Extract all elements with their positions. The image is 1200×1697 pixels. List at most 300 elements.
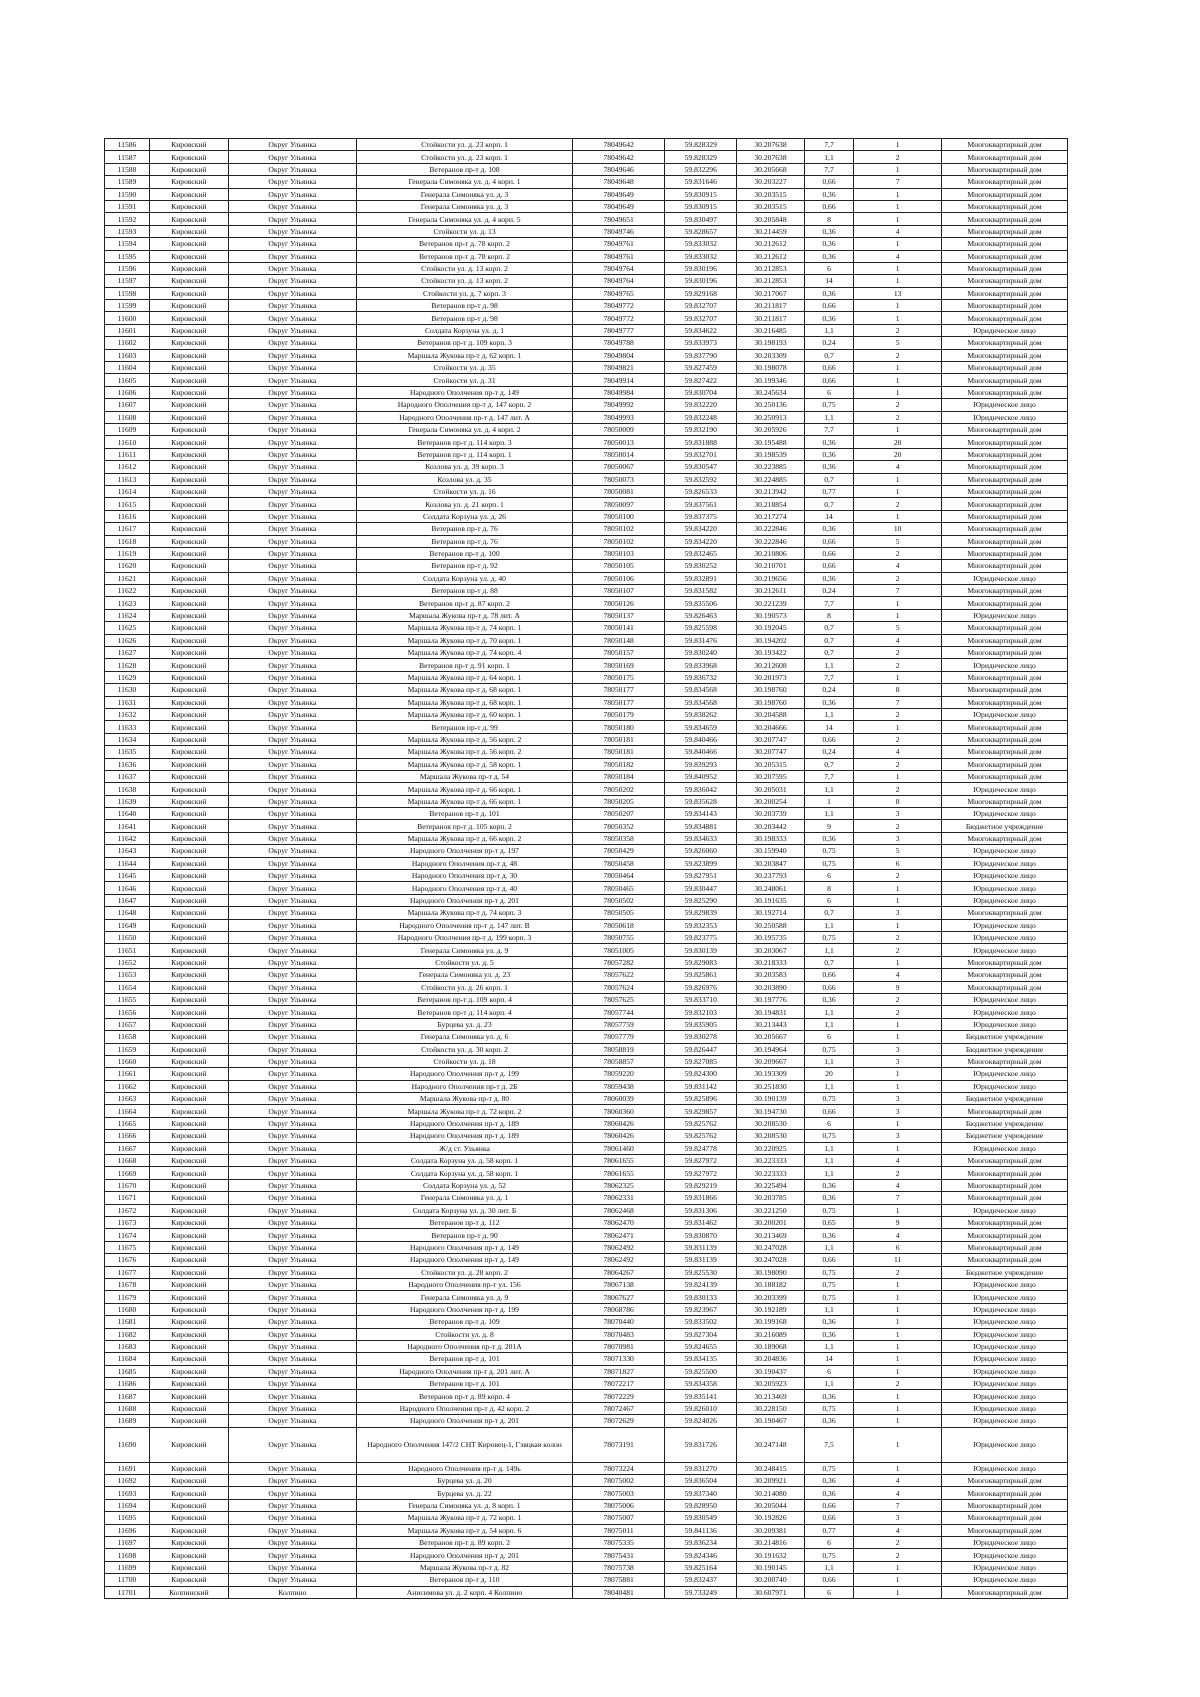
cell-object-id: 78075431 — [573, 1549, 665, 1561]
cell-count: 2 — [854, 572, 942, 584]
cell-consumer-type: Юридическое лицо — [942, 1353, 1068, 1365]
cell-count: 1 — [854, 238, 942, 250]
cell-consumer-type: Юридическое лицо — [942, 1080, 1068, 1092]
cell-object-id: 78049777 — [573, 324, 665, 336]
cell-municipal-okrug: Округ Ульянка — [228, 746, 356, 758]
cell-count: 2 — [854, 708, 942, 720]
cell-latitude: 59.827459 — [665, 362, 737, 374]
cell-count: 2 — [854, 1549, 942, 1561]
cell-longitude: 30.192826 — [737, 1512, 805, 1524]
cell-district: Кировский — [150, 423, 229, 435]
cell-count: 7 — [854, 1192, 942, 1204]
cell-consumer-type: Бюджетное учреждение — [942, 1117, 1068, 1129]
cell-row-number: 11695 — [105, 1512, 150, 1524]
cell-address: Маршала Жукова пр-т д. 66 корп. 1 — [357, 783, 573, 795]
cell-municipal-okrug: Округ Ульянка — [228, 659, 356, 671]
cell-latitude: 59.832103 — [665, 1006, 737, 1018]
cell-consumer-type: Многоквартирный дом — [942, 188, 1068, 200]
table-row — [105, 523, 1068, 535]
cell-row-number: 11629 — [105, 671, 150, 683]
cell-consumer-type: Бюджетное учреждение — [942, 1043, 1068, 1055]
cell-consumer-type: Юридическое лицо — [942, 857, 1068, 869]
cell-latitude: 59.827972 — [665, 1155, 737, 1167]
cell-municipal-okrug: Округ Ульянка — [228, 1055, 356, 1067]
cell-count: 4 — [854, 746, 942, 758]
table-row — [105, 721, 1068, 733]
cell-address: Ж/д ст. Ульянка — [357, 1142, 573, 1154]
cell-capacity: 14 — [804, 721, 854, 733]
cell-capacity: 0,36 — [804, 312, 854, 324]
cell-district: Кировский — [150, 1328, 229, 1340]
cell-consumer-type: Юридическое лицо — [942, 882, 1068, 894]
cell-count: 1 — [854, 510, 942, 522]
cell-consumer-type: Многоквартирный дом — [942, 634, 1068, 646]
cell-row-number: 11654 — [105, 981, 150, 993]
cell-consumer-type: Многоквартирный дом — [942, 832, 1068, 844]
cell-municipal-okrug: Округ Ульянка — [228, 1254, 356, 1266]
cell-row-number: 11696 — [105, 1524, 150, 1536]
cell-latitude: 59.831306 — [665, 1204, 737, 1216]
table-row — [105, 151, 1068, 163]
cell-object-id: 78075335 — [573, 1536, 665, 1548]
cell-latitude: 59.825896 — [665, 1093, 737, 1105]
table-row — [105, 870, 1068, 882]
cell-object-id: 78049764 — [573, 262, 665, 274]
cell-district: Кировский — [150, 1291, 229, 1303]
cell-district: Кировский — [150, 597, 229, 609]
cell-count: 1 — [854, 1328, 942, 1340]
cell-district: Кировский — [150, 1365, 229, 1377]
cell-district: Кировский — [150, 1303, 229, 1315]
table-row — [105, 634, 1068, 646]
cell-capacity: 0,36 — [804, 287, 854, 299]
cell-consumer-type: Многоквартирный дом — [942, 1216, 1068, 1228]
cell-object-id: 78075007 — [573, 1512, 665, 1524]
table-row — [105, 200, 1068, 212]
cell-row-number: 11666 — [105, 1130, 150, 1142]
cell-longitude: 30.207595 — [737, 770, 805, 782]
cell-district: Кировский — [150, 795, 229, 807]
cell-latitude: 59.833032 — [665, 250, 737, 262]
cell-consumer-type: Многоквартирный дом — [942, 597, 1068, 609]
cell-object-id: 78049772 — [573, 312, 665, 324]
cell-district: Кировский — [150, 362, 229, 374]
cell-latitude: 59.839293 — [665, 758, 737, 770]
cell-latitude: 59.827951 — [665, 870, 737, 882]
table-row — [105, 238, 1068, 250]
cell-longitude: 30.247028 — [737, 1241, 805, 1253]
cell-object-id: 78050505 — [573, 907, 665, 919]
cell-latitude: 59.834881 — [665, 820, 737, 832]
cell-address: Ветеранов пр-т д. 114 корп. 1 — [357, 448, 573, 460]
table-row — [105, 1216, 1068, 1228]
cell-object-id: 78057759 — [573, 1018, 665, 1030]
cell-longitude: 30.195488 — [737, 436, 805, 448]
cell-count: 3 — [854, 1130, 942, 1142]
cell-object-id: 78062331 — [573, 1192, 665, 1204]
table-row — [105, 547, 1068, 559]
table-row — [105, 176, 1068, 188]
cell-longitude: 30.223885 — [737, 461, 805, 473]
table-row — [105, 993, 1068, 1005]
cell-count: 1 — [854, 1204, 942, 1216]
cell-object-id: 78050177 — [573, 696, 665, 708]
cell-district: Кировский — [150, 1229, 229, 1241]
cell-object-id: 78070483 — [573, 1328, 665, 1340]
cell-row-number: 11635 — [105, 746, 150, 758]
cell-row-number: 11592 — [105, 213, 150, 225]
cell-count: 1 — [854, 423, 942, 435]
table-row — [105, 510, 1068, 522]
cell-address: Маршала Жукова пр-т д. 56 корп. 2 — [357, 733, 573, 745]
cell-latitude: 59.833710 — [665, 993, 737, 1005]
cell-count: 1 — [854, 275, 942, 287]
cell-row-number: 11691 — [105, 1462, 150, 1474]
cell-longitude: 30.190145 — [737, 1561, 805, 1573]
cell-latitude: 59.831726 — [665, 1427, 737, 1462]
cell-address: Народного Ополчения пр-т д. 201 — [357, 894, 573, 906]
table-row — [105, 857, 1068, 869]
cell-district: Кировский — [150, 1340, 229, 1352]
cell-municipal-okrug: Округ Ульянка — [228, 1402, 356, 1414]
cell-object-id: 78049648 — [573, 176, 665, 188]
cell-row-number: 11621 — [105, 572, 150, 584]
cell-count: 8 — [854, 795, 942, 807]
cell-count: 2 — [854, 349, 942, 361]
cell-consumer-type: Многоквартирный дом — [942, 1499, 1068, 1511]
cell-longitude: 30.208530 — [737, 1117, 805, 1129]
cell-capacity: 7,7 — [804, 163, 854, 175]
cell-latitude: 59.836042 — [665, 783, 737, 795]
cell-capacity: 0,75 — [804, 1402, 854, 1414]
cell-count: 1 — [854, 1316, 942, 1328]
data-table — [104, 138, 1068, 1599]
cell-address: Ветеранов пр-т д. 114 корп. 3 — [357, 436, 573, 448]
cell-object-id: 78075881 — [573, 1574, 665, 1586]
cell-object-id: 78050013 — [573, 436, 665, 448]
cell-count: 1 — [854, 597, 942, 609]
cell-district: Кировский — [150, 176, 229, 188]
cell-capacity: 6 — [804, 1586, 854, 1598]
cell-capacity: 9 — [804, 820, 854, 832]
cell-address: Маршала Жукова пр-т д. 82 — [357, 1561, 573, 1573]
cell-address: Народного Ополчения пр-т д. 149ь — [357, 1462, 573, 1474]
cell-count: 1 — [854, 1390, 942, 1402]
cell-count: 1 — [854, 312, 942, 324]
cell-latitude: 59.835628 — [665, 795, 737, 807]
cell-consumer-type: Юридическое лицо — [942, 1006, 1068, 1018]
cell-longitude: 30.209381 — [737, 1524, 805, 1536]
cell-consumer-type: Многоквартирный дом — [942, 1586, 1068, 1598]
cell-address: Солдата Корзуна ул. д. 58 корп. 1 — [357, 1155, 573, 1167]
cell-count: 1 — [854, 609, 942, 621]
cell-object-id: 78050106 — [573, 572, 665, 584]
cell-consumer-type: Юридическое лицо — [942, 609, 1068, 621]
cell-count: 4 — [854, 634, 942, 646]
cell-row-number: 11679 — [105, 1291, 150, 1303]
cell-municipal-okrug: Округ Ульянка — [228, 1018, 356, 1030]
cell-capacity: 0,66 — [804, 1499, 854, 1511]
cell-municipal-okrug: Округ Ульянка — [228, 386, 356, 398]
cell-consumer-type: Многоквартирный дом — [942, 163, 1068, 175]
cell-count: 4 — [854, 225, 942, 237]
table-row — [105, 1142, 1068, 1154]
cell-longitude: 30.212853 — [737, 262, 805, 274]
cell-object-id: 78050184 — [573, 770, 665, 782]
table-row — [105, 1536, 1068, 1548]
cell-municipal-okrug: Округ Ульянка — [228, 820, 356, 832]
cell-address: Народного Ополчения пр-т д. 201 лит. А — [357, 1365, 573, 1377]
cell-count: 4 — [854, 1487, 942, 1499]
cell-municipal-okrug: Округ Ульянка — [228, 411, 356, 423]
cell-longitude: 30.192714 — [737, 907, 805, 919]
cell-consumer-type: Многоквартирный дом — [942, 733, 1068, 745]
cell-object-id: 78073224 — [573, 1462, 665, 1474]
cell-longitude: 30.217274 — [737, 510, 805, 522]
cell-address: Стойкости ул. д. 23 корп. 1 — [357, 151, 573, 163]
cell-object-id: 78050103 — [573, 547, 665, 559]
cell-district: Кировский — [150, 275, 229, 287]
cell-longitude: 30.194730 — [737, 1105, 805, 1117]
table-row — [105, 733, 1068, 745]
cell-latitude: 59.833502 — [665, 1316, 737, 1328]
cell-row-number: 11662 — [105, 1080, 150, 1092]
cell-municipal-okrug: Округ Ульянка — [228, 969, 356, 981]
cell-district: Кировский — [150, 1266, 229, 1278]
cell-capacity: 1,1 — [804, 783, 854, 795]
cell-consumer-type: Многоквартирный дом — [942, 250, 1068, 262]
cell-count: 1 — [854, 485, 942, 497]
cell-latitude: 59.824655 — [665, 1340, 737, 1352]
cell-row-number: 11618 — [105, 535, 150, 547]
cell-district: Кировский — [150, 1390, 229, 1402]
cell-count: 1 — [854, 1586, 942, 1598]
cell-consumer-type: Юридическое лицо — [942, 1142, 1068, 1154]
cell-district: Кировский — [150, 287, 229, 299]
cell-address: Народного Ополчения пр-т д. 2Б — [357, 1080, 573, 1092]
cell-capacity: 0,77 — [804, 485, 854, 497]
cell-consumer-type: Многоквартирный дом — [942, 547, 1068, 559]
cell-row-number: 11661 — [105, 1068, 150, 1080]
table-row — [105, 300, 1068, 312]
cell-longitude: 30.225494 — [737, 1179, 805, 1191]
table-row — [105, 708, 1068, 720]
cell-object-id: 78050169 — [573, 659, 665, 671]
cell-district: Кировский — [150, 337, 229, 349]
cell-consumer-type: Многоквартирный дом — [942, 671, 1068, 683]
table-row — [105, 1130, 1068, 1142]
cell-count: 2 — [854, 411, 942, 423]
cell-consumer-type: Бюджетное учреждение — [942, 1266, 1068, 1278]
cell-municipal-okrug: Округ Ульянка — [228, 151, 356, 163]
cell-row-number: 11633 — [105, 721, 150, 733]
cell-capacity: 0,36 — [804, 225, 854, 237]
cell-district: Кировский — [150, 473, 229, 485]
cell-address: Козлова ул. д. 21 корп. 1 — [357, 498, 573, 510]
cell-municipal-okrug: Округ Ульянка — [228, 225, 356, 237]
cell-district: Кировский — [150, 1475, 229, 1487]
cell-consumer-type: Многоквартирный дом — [942, 758, 1068, 770]
cell-address: Генерала Симоняка ул. д. 9 — [357, 1291, 573, 1303]
cell-row-number: 11622 — [105, 585, 150, 597]
cell-latitude: 59.832248 — [665, 411, 737, 423]
cell-capacity: 1,1 — [804, 659, 854, 671]
cell-consumer-type: Юридическое лицо — [942, 1291, 1068, 1303]
table-row — [105, 1475, 1068, 1487]
cell-count: 1 — [854, 473, 942, 485]
cell-latitude: 59.840466 — [665, 733, 737, 745]
cell-municipal-okrug: Округ Ульянка — [228, 485, 356, 497]
cell-district: Кировский — [150, 1254, 229, 1266]
cell-consumer-type: Многоквартирный дом — [942, 981, 1068, 993]
cell-latitude: 59.831142 — [665, 1080, 737, 1092]
cell-latitude: 59.832707 — [665, 300, 737, 312]
cell-municipal-okrug: Округ Ульянка — [228, 1487, 356, 1499]
cell-municipal-okrug: Округ Ульянка — [228, 981, 356, 993]
cell-object-id: 78049992 — [573, 399, 665, 411]
cell-latitude: 59.832707 — [665, 312, 737, 324]
cell-count: 7 — [854, 585, 942, 597]
cell-capacity: 20 — [804, 1068, 854, 1080]
cell-municipal-okrug: Округ Ульянка — [228, 795, 356, 807]
cell-row-number: 11700 — [105, 1574, 150, 1586]
cell-object-id: 78050182 — [573, 758, 665, 770]
cell-row-number: 11664 — [105, 1105, 150, 1117]
cell-capacity: 0,75 — [804, 1043, 854, 1055]
cell-address: Ветеранов пр-т д. 109 корп. 4 — [357, 993, 573, 1005]
table-body — [105, 139, 1068, 1599]
cell-count: 1 — [854, 386, 942, 398]
cell-row-number: 11688 — [105, 1402, 150, 1414]
cell-capacity: 0,36 — [804, 250, 854, 262]
cell-municipal-okrug: Округ Ульянка — [228, 238, 356, 250]
cell-object-id: 78050429 — [573, 845, 665, 857]
cell-address: Ветеранов пр-т д. 89 корп. 4 — [357, 1390, 573, 1402]
cell-longitude: 30.203890 — [737, 981, 805, 993]
cell-municipal-okrug: Округ Ульянка — [228, 1068, 356, 1080]
cell-longitude: 30.220925 — [737, 1142, 805, 1154]
cell-municipal-okrug: Округ Ульянка — [228, 1365, 356, 1377]
cell-latitude: 59.832465 — [665, 547, 737, 559]
cell-capacity: 0,7 — [804, 647, 854, 659]
cell-latitude: 59.825762 — [665, 1130, 737, 1142]
cell-district: Кировский — [150, 1204, 229, 1216]
cell-count: 1 — [854, 1340, 942, 1352]
table-row — [105, 1043, 1068, 1055]
table-row — [105, 1499, 1068, 1511]
cell-municipal-okrug: Округ Ульянка — [228, 1204, 356, 1216]
cell-latitude: 59.829839 — [665, 907, 737, 919]
cell-municipal-okrug: Округ Ульянка — [228, 919, 356, 931]
table-row — [105, 225, 1068, 237]
cell-capacity: 0,66 — [804, 535, 854, 547]
cell-capacity: 0,75 — [804, 1266, 854, 1278]
cell-capacity: 0,24 — [804, 585, 854, 597]
cell-address: Стойкости ул. д. 31 — [357, 374, 573, 386]
cell-latitude: 59.829168 — [665, 287, 737, 299]
cell-count: 4 — [854, 461, 942, 473]
cell-municipal-okrug: Округ Ульянка — [228, 585, 356, 597]
cell-capacity: 14 — [804, 510, 854, 522]
cell-district: Кировский — [150, 1216, 229, 1228]
cell-object-id: 78050352 — [573, 820, 665, 832]
cell-district: Кировский — [150, 262, 229, 274]
cell-count: 7 — [854, 1499, 942, 1511]
cell-latitude: 59.825530 — [665, 1266, 737, 1278]
cell-address: Народного Ополчения пр-т д. 149 — [357, 1241, 573, 1253]
cell-object-id: 78062468 — [573, 1204, 665, 1216]
cell-district: Кировский — [150, 894, 229, 906]
cell-object-id: 78050181 — [573, 746, 665, 758]
cell-address: Ветеранов пр-т д. 76 — [357, 523, 573, 535]
cell-district: Кировский — [150, 188, 229, 200]
cell-address: Козлова ул. д. 39 корп. 3 — [357, 461, 573, 473]
cell-capacity: 0,7 — [804, 498, 854, 510]
cell-district: Кировский — [150, 1117, 229, 1129]
cell-municipal-okrug: Округ Ульянка — [228, 498, 356, 510]
table-row — [105, 163, 1068, 175]
cell-count: 1 — [854, 956, 942, 968]
table-row — [105, 696, 1068, 708]
cell-address: Маршала Жукова пр-т д. 78 лит. А — [357, 609, 573, 621]
cell-longitude: 30.211817 — [737, 312, 805, 324]
cell-address: Народного Ополчения 147/2 СНТ Кировец-1, Гэвцкая колон — [357, 1427, 573, 1462]
cell-count: 5 — [854, 337, 942, 349]
cell-consumer-type: Юридическое лицо — [942, 399, 1068, 411]
cell-latitude: 59.827085 — [665, 1055, 737, 1067]
cell-latitude: 59.830447 — [665, 882, 737, 894]
cell-capacity: 7,7 — [804, 770, 854, 782]
cell-address: Генерала Симоняка ул. д. 3 — [357, 200, 573, 212]
cell-municipal-okrug: Округ Ульянка — [228, 399, 356, 411]
cell-object-id: 78060426 — [573, 1117, 665, 1129]
cell-district: Кировский — [150, 622, 229, 634]
cell-count: 4 — [854, 560, 942, 572]
cell-row-number: 11674 — [105, 1229, 150, 1241]
cell-address: Стойкости ул. д. 28 корп. 2 — [357, 1266, 573, 1278]
cell-municipal-okrug: Округ Ульянка — [228, 1216, 356, 1228]
cell-address: Бурцева ул. д. 23 — [357, 1018, 573, 1030]
cell-latitude: 59.827422 — [665, 374, 737, 386]
cell-row-number: 11699 — [105, 1561, 150, 1573]
cell-object-id: 78049646 — [573, 163, 665, 175]
cell-municipal-okrug: Округ Ульянка — [228, 1155, 356, 1167]
cell-latitude: 59.841136 — [665, 1524, 737, 1536]
cell-municipal-okrug: Округ Ульянка — [228, 708, 356, 720]
cell-municipal-okrug: Округ Ульянка — [228, 535, 356, 547]
cell-latitude: 59.824139 — [665, 1278, 737, 1290]
cell-capacity: 1,1 — [804, 1241, 854, 1253]
cell-latitude: 59.824778 — [665, 1142, 737, 1154]
cell-latitude: 59.828657 — [665, 225, 737, 237]
cell-municipal-okrug: Округ Ульянка — [228, 1130, 356, 1142]
table-row — [105, 808, 1068, 820]
cell-consumer-type: Многоквартирный дом — [942, 721, 1068, 733]
cell-district: Кировский — [150, 535, 229, 547]
cell-municipal-okrug: Округ Ульянка — [228, 1291, 356, 1303]
cell-latitude: 59.830497 — [665, 213, 737, 225]
cell-consumer-type: Юридическое лицо — [942, 1328, 1068, 1340]
cell-address: Солдата Корзуна ул. д. 26 — [357, 510, 573, 522]
cell-municipal-okrug: Округ Ульянка — [228, 1427, 356, 1462]
table-row — [105, 684, 1068, 696]
cell-capacity: 6 — [804, 1536, 854, 1548]
cell-municipal-okrug: Округ Ульянка — [228, 894, 356, 906]
cell-count: 1 — [854, 362, 942, 374]
cell-capacity: 0,7 — [804, 634, 854, 646]
table-row — [105, 1291, 1068, 1303]
cell-count: 5 — [854, 845, 942, 857]
